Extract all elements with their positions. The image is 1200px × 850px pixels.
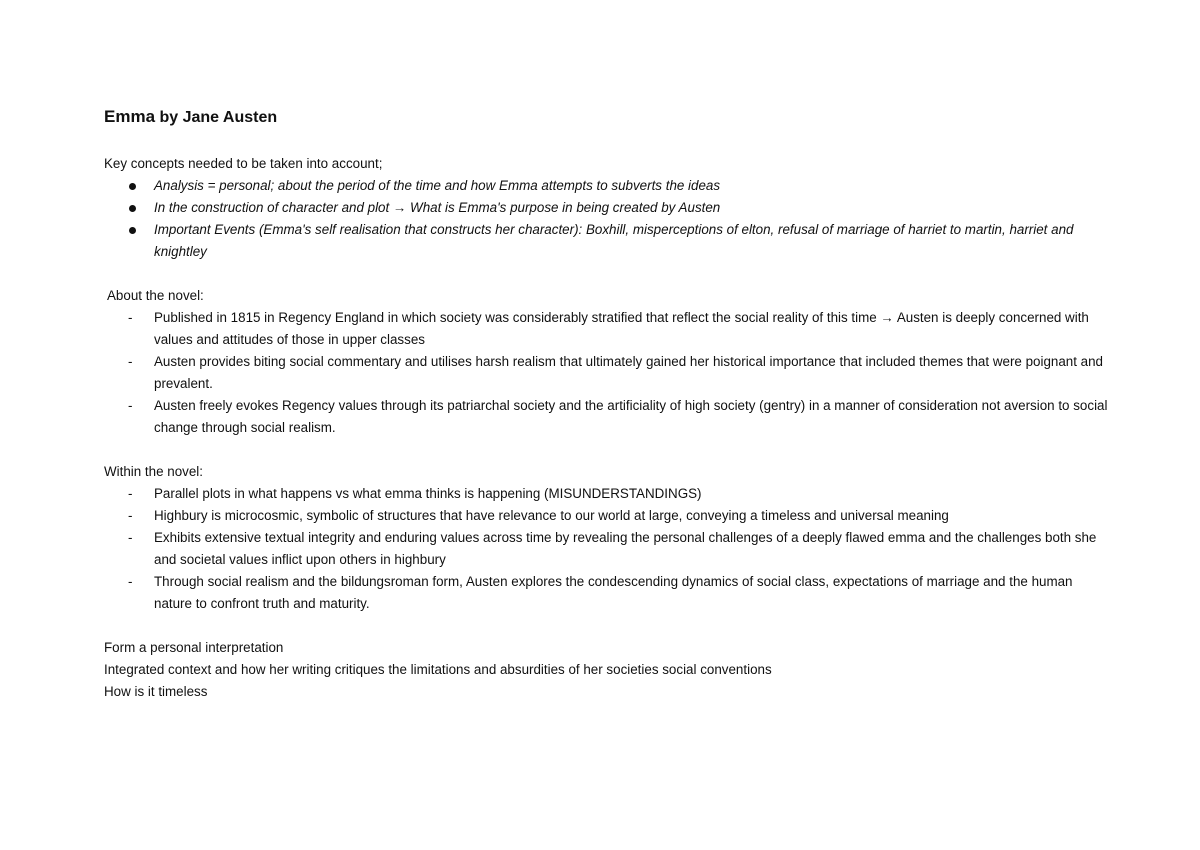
about-novel-heading: About the novel: [107,288,204,303]
key-concepts-list [104,175,1114,263]
list-item: - Published in 1815 in Regency England in which society was considerably stratified that reflect the social reality of this time → Austen is deeply concerned with values and attitudes of those in upper classes [104,307,1114,351]
bullet-dot-icon [129,183,136,190]
dash-marker: - [128,486,133,501]
dash-marker: - [128,354,133,369]
key-concepts-heading: Key concepts needed to be taken into account; [104,156,383,171]
dash-marker: - [128,310,133,325]
dash-marker: - [128,398,133,413]
dash-marker: - [128,574,133,589]
list-item: Important Events (Emma's self realisation that constructs her character): Boxhill, misperceptions of elton, refusal of marriage of harriet to martin, harriet and knightley [104,219,1114,263]
about-novel-list [104,307,1114,439]
list-item: - Exhibits extensive textual integrity and enduring values across time by revealing the personal challenges of a deeply flawed emma and the challenges both she and societal values inflict upon others in highbury [104,527,1114,571]
list-item: In the construction of character and plot → What is Emma's purpose in being created by Austen [104,197,1114,219]
list-item: - Austen freely evokes Regency values through its patriarchal society and the artificiality of high society (gentry) in a manner of consideration not aversion to social change through social realism. [104,395,1114,439]
closing-line: Integrated context and how her writing critiques the limitations and absurdities of her societies social conventions [104,662,772,677]
list-item: Analysis = personal; about the period of the time and how Emma attempts to subverts the ideas [104,175,1114,197]
list-item: - Parallel plots in what happens vs what emma thinks is happening (MISUNDERSTANDINGS) [104,483,1114,505]
within-novel-list [104,483,1114,615]
title-author: by Jane Austen [155,109,278,126]
list-item: - Through social realism and the bildungsroman form, Austen explores the condescending dynamics of social class, expectations of marriage and the human nature to confront truth and maturity. [104,571,1114,615]
closing-line: How is it timeless [104,684,208,699]
dash-marker: - [128,530,133,545]
document-page [104,106,1114,703]
within-novel-heading: Within the novel: [104,464,203,479]
list-item: - Highbury is microcosmic, symbolic of structures that have relevance to our world at large, conveying a timeless and universal meaning [104,505,1114,527]
bullet-dot-icon [129,205,136,212]
bullet-dot-icon [129,227,136,234]
document-title [104,106,1114,129]
closing-line: Form a personal interpretation [104,640,284,655]
list-item: - Austen provides biting social commentary and utilises harsh realism that ultimately gained her historical importance that included themes that were poignant and prevalent. [104,351,1114,395]
dash-marker: - [128,508,133,523]
title-emma: Emma [104,107,156,126]
